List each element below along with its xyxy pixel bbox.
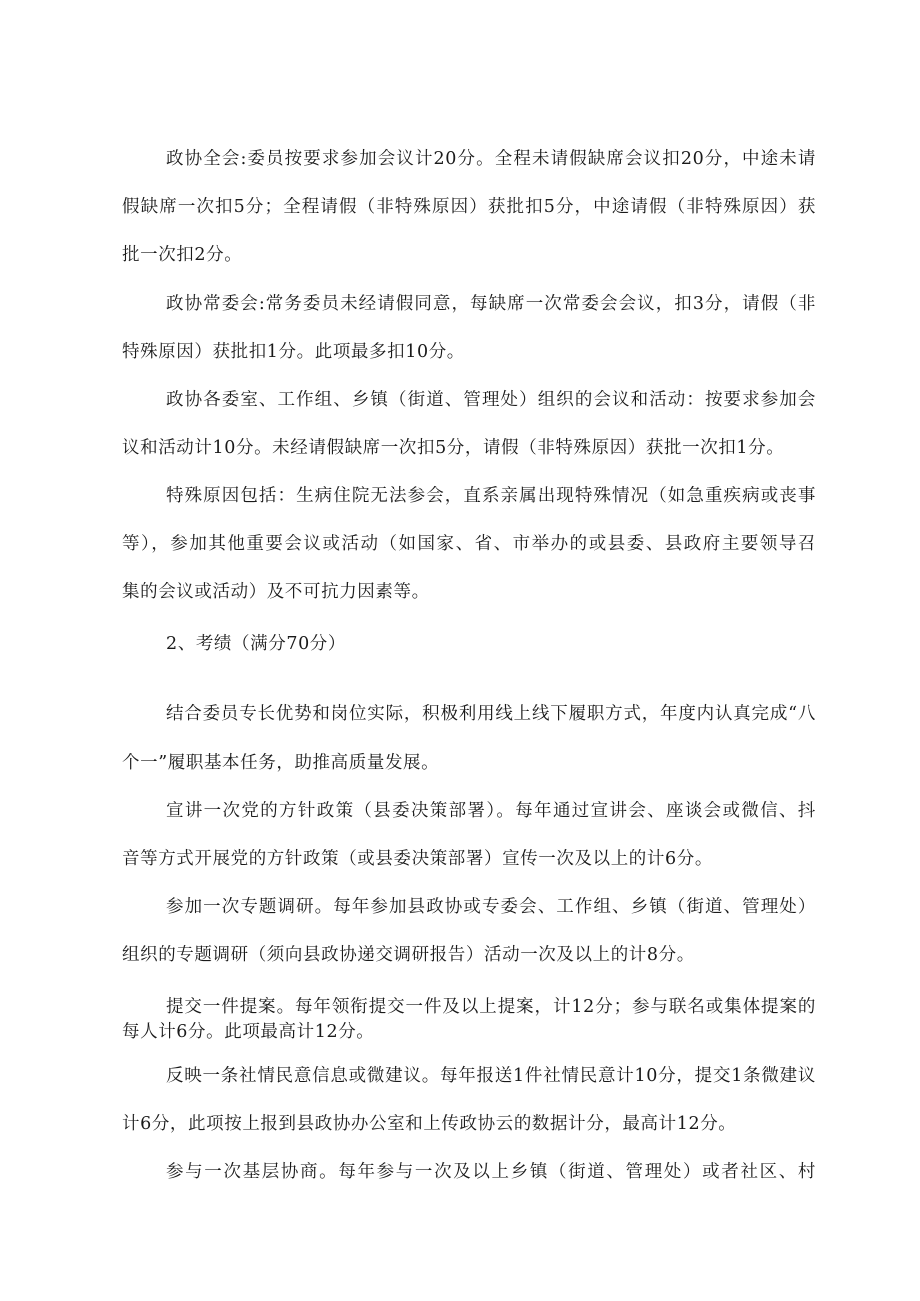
text-line: 反映一条社情民意信息或微建议。每年报送1件社情民意计10分，提交1条微建议 xyxy=(166,1066,816,1086)
text-line: 参加一次专题调研。每年参加县政协或专委会、工作组、乡镇（街道、管理处） xyxy=(166,897,816,917)
text-line: 批一次扣2分。 xyxy=(122,245,243,265)
text-line: 议和活动计10分。未经请假缺席一次扣5分，请假（非特殊原因）获批一次扣1分。 xyxy=(122,438,785,458)
text-line: 特殊原因）获批扣1分。此项最多扣10分。 xyxy=(122,342,465,362)
section-heading: 2、考绩（满分70分） xyxy=(166,634,347,654)
text-line: 结合委员专长优势和岗位实际，积极利用线上线下履职方式，年度内认真完成“八 xyxy=(166,704,816,724)
text-line: 每人计6分。此项最高计12分。 xyxy=(122,1022,375,1042)
text-line: 组织的专题调研（须向县政协递交调研报告）活动一次及以上的计8分。 xyxy=(122,945,695,965)
text-line: 集的会议或活动）及不可抗力因素等。 xyxy=(122,582,430,602)
text-line: 计6分，此项按上报到县政协办公室和上传政协云的数据计分，最高计12分。 xyxy=(122,1114,737,1134)
text-line: 政协各委室、工作组、乡镇（街道、管理处）组织的会议和活动：按要求参加会 xyxy=(166,390,816,410)
text-line: 提交一件提案。每年领衔提交一件及以上提案，计12分；参与联名或集体提案的 xyxy=(166,997,816,1017)
text-line: 宣讲一次党的方针政策（县委决策部署）。每年通过宣讲会、座谈会或微信、抖 xyxy=(166,801,816,821)
text-line: 政协全会:委员按要求参加会议计20分。全程未请假缺席会议扣20分，中途未请 xyxy=(166,149,816,169)
text-line: 等），参加其他重要会议或活动（如国家、省、市举办的或县委、县政府主要领导召 xyxy=(122,534,816,554)
text-line: 假缺席一次扣5分；全程请假（非特殊原因）获批扣5分，中途请假（非特殊原因）获 xyxy=(122,197,816,217)
text-line: 音等方式开展党的方针政策（或县委决策部署）宣传一次及以上的计6分。 xyxy=(122,849,713,869)
text-line: 参与一次基层协商。每年参与一次及以上乡镇（街道、管理处）或者社区、村 xyxy=(166,1162,816,1182)
text-line: 个一”履职基本任务，助推高质量发展。 xyxy=(122,753,440,773)
text-line: 政协常委会:常务委员未经请假同意，每缺席一次常委会会议，扣3分，请假（非 xyxy=(166,294,816,314)
text-line: 特殊原因包括：生病住院无法参会，直系亲属出现特殊情况（如急重疾病或丧事 xyxy=(166,486,816,506)
